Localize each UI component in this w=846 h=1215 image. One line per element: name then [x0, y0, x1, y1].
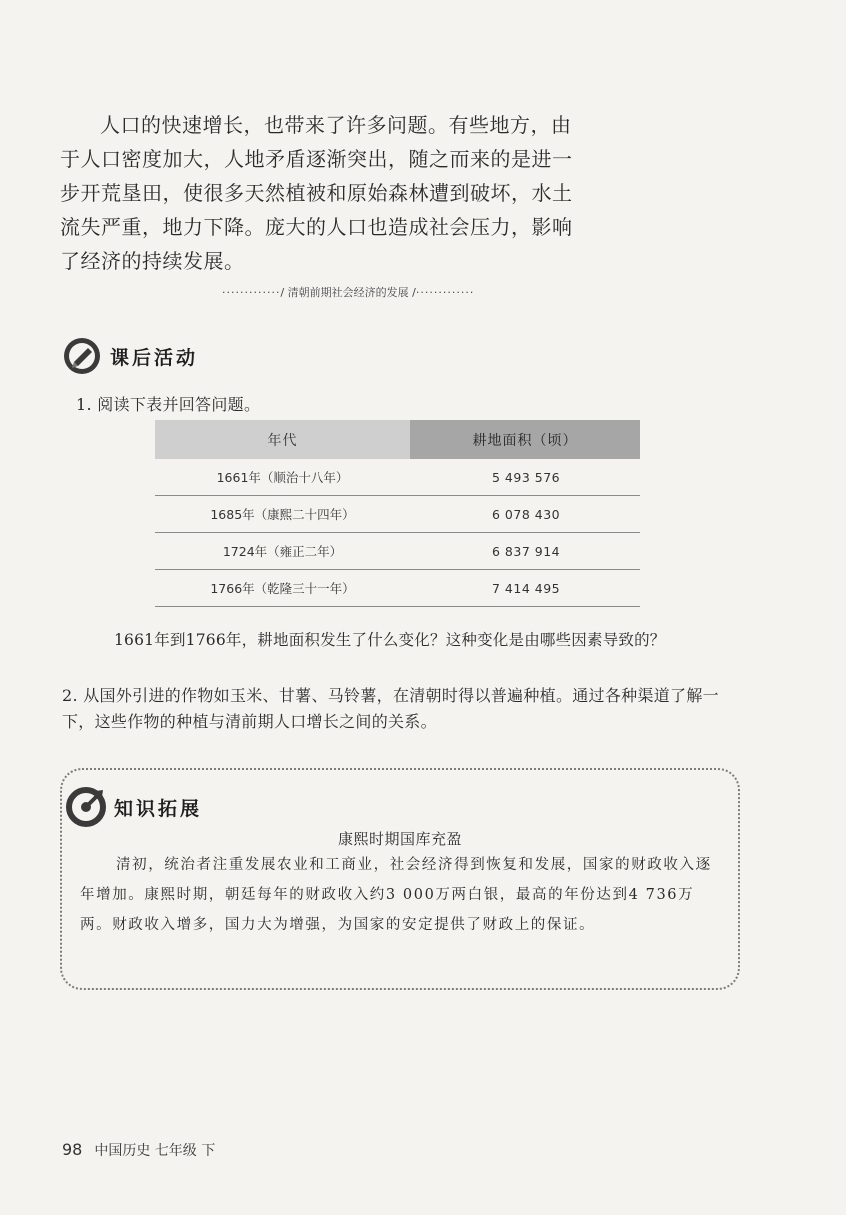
cell-area: 6 837 914	[410, 533, 640, 570]
section-footer-title: 清朝前期社会经济的发展	[287, 286, 409, 299]
pencil-circle-icon	[62, 336, 102, 376]
cell-year: 1724年（雍正二年）	[155, 533, 410, 570]
header-year: 年代	[155, 420, 410, 459]
cell-area: 6 078 430	[410, 496, 640, 533]
page-number: 98	[62, 1140, 83, 1159]
intro-paragraph-text: 人口的快速增长，也带来了许多问题。有些地方，由于人口密度加大，人地矛盾逐渐突出，随之而来的是进一步开荒垦田，使很多天然植被和原始森林遭到破坏，水土流失严重，地力下降。庞大的人口也造成社会压力，影响了经济的持续发展。	[60, 113, 573, 273]
header-area: 耕地面积（顷）	[410, 420, 640, 459]
question-1: 1. 阅读下表并回答问题。	[76, 395, 261, 414]
target-arrow-icon	[66, 787, 106, 827]
table-row	[155, 496, 640, 533]
knowledge-title: 康熙时期国库充盈	[337, 830, 462, 848]
section-footer: ·············/ 清朝前期社会经济的发展 /·············	[222, 286, 475, 299]
activities-heading	[62, 336, 198, 376]
knowledge-body-text: 清初，统治者注重发展农业和工商业，社会经济得到恢复和发展，国家的财政收入逐年增加。康熙时期，朝廷每年的财政收入约3 000万两白银，最高的年份达到4 736万两。财政收入增多，国力大为增强，为国家的安定提供了财政上的保证。	[80, 857, 712, 933]
knowledge-heading	[66, 787, 202, 827]
cell-area: 5 493 576	[410, 459, 640, 496]
table-header-row	[155, 420, 640, 459]
table-row	[155, 533, 640, 570]
cell-area: 7 414 495	[410, 570, 640, 607]
cell-year: 1661年（顺治十八年）	[155, 459, 410, 496]
page-footer	[62, 1140, 215, 1160]
intro-paragraph	[60, 108, 580, 278]
question-2: 2. 从国外引进的作物如玉米、甘薯、马铃薯，在清朝时得以普遍种植。通过各种渠道了解一下，这些作物的种植与清前期人口增长之间的关系。	[62, 686, 719, 731]
knowledge-body	[80, 850, 720, 940]
activities-heading-text: 课后活动	[110, 346, 199, 369]
cell-year: 1766年（乾隆三十一年）	[155, 570, 410, 607]
cell-year: 1685年（康熙二十四年）	[155, 496, 410, 533]
table-row	[155, 459, 640, 496]
farmland-table	[155, 420, 640, 607]
knowledge-heading-text: 知识拓展	[114, 797, 203, 820]
question-1-followup: 1661年到1766年，耕地面积发生了什么变化？这种变化是由哪些因素导致的？	[114, 631, 666, 649]
book-title: 中国历史 七年级 下	[94, 1143, 216, 1159]
table-row	[155, 570, 640, 607]
